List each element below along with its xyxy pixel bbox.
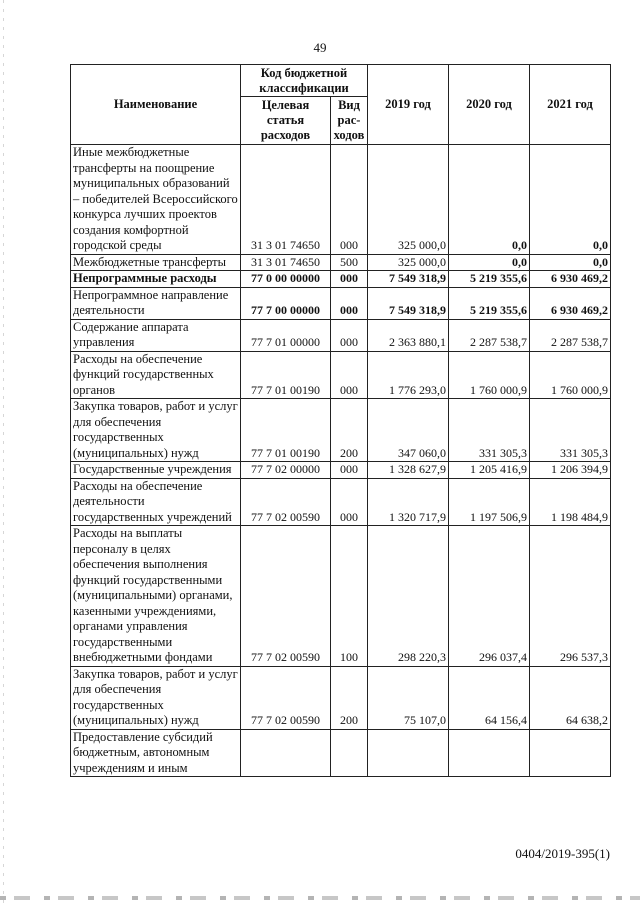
row-value-2020: 1 205 416,9 xyxy=(449,462,530,479)
row-expense-kind: 200 xyxy=(331,666,368,729)
row-target-article: 77 7 01 00190 xyxy=(241,399,331,462)
table-row xyxy=(71,287,611,319)
row-value-2019: 7 549 318,9 xyxy=(368,271,449,288)
table-row xyxy=(71,254,611,271)
row-value-2020: 5 219 355,6 xyxy=(449,287,530,319)
budget-table xyxy=(70,64,611,777)
row-name: Иные межбюджетные трансферты на поощрение муниципальных образований – победителей Всероссийского конкурса лучших проектов создания комфортной городской среды xyxy=(71,145,241,255)
row-target-article: 77 7 02 00000 xyxy=(241,462,331,479)
row-expense-kind xyxy=(331,729,368,777)
row-name: Непрограммное направление деятельности xyxy=(71,287,241,319)
row-name: Межбюджетные трансферты xyxy=(71,254,241,271)
row-value-2019: 347 060,0 xyxy=(368,399,449,462)
row-name: Закупка товаров, работ и услуг для обеспечения государственных (муниципальных) нужд xyxy=(71,399,241,462)
row-value-2021: 296 537,3 xyxy=(530,526,611,667)
table-row xyxy=(71,351,611,399)
row-value-2021: 1 198 484,9 xyxy=(530,478,611,526)
row-value-2020: 1 760 000,9 xyxy=(449,351,530,399)
row-expense-kind: 500 xyxy=(331,254,368,271)
table-row xyxy=(71,145,611,255)
row-expense-kind: 000 xyxy=(331,478,368,526)
row-target-article: 77 7 01 00000 xyxy=(241,319,331,351)
row-value-2021: 64 638,2 xyxy=(530,666,611,729)
table-row xyxy=(71,399,611,462)
row-value-2021: 2 287 538,7 xyxy=(530,319,611,351)
header-year-2021: 2021 год xyxy=(530,65,611,145)
row-target-article: 77 7 02 00590 xyxy=(241,478,331,526)
row-value-2021 xyxy=(530,729,611,777)
row-target-article: 31 3 01 74650 xyxy=(241,145,331,255)
row-value-2019: 2 363 880,1 xyxy=(368,319,449,351)
row-name: Содержание аппарата управления xyxy=(71,319,241,351)
row-value-2019: 325 000,0 xyxy=(368,145,449,255)
row-name: Расходы на обеспечение деятельности государственных учреждений xyxy=(71,478,241,526)
row-target-article: 77 0 00 00000 xyxy=(241,271,331,288)
row-target-article: 77 7 01 00190 xyxy=(241,351,331,399)
row-expense-kind: 000 xyxy=(331,319,368,351)
row-expense-kind: 000 xyxy=(331,271,368,288)
row-expense-kind: 000 xyxy=(331,287,368,319)
scan-edge-marks xyxy=(3,0,4,905)
row-target-article: 31 3 01 74650 xyxy=(241,254,331,271)
row-expense-kind: 000 xyxy=(331,145,368,255)
row-target-article: 77 7 02 00590 xyxy=(241,526,331,667)
row-name: Предоставление субсидий бюджетным, автономным учреждениям и иным xyxy=(71,729,241,777)
row-value-2020: 0,0 xyxy=(449,254,530,271)
row-value-2019: 1 320 717,9 xyxy=(368,478,449,526)
row-value-2020: 2 287 538,7 xyxy=(449,319,530,351)
header-year-2019: 2019 год xyxy=(368,65,449,145)
row-name: Закупка товаров, работ и услуг для обеспечения государственных (муниципальных) нужд xyxy=(71,666,241,729)
row-value-2020 xyxy=(449,729,530,777)
row-value-2019: 325 000,0 xyxy=(368,254,449,271)
table-row xyxy=(71,271,611,288)
header-target-article: Целевая статья расходов xyxy=(241,97,331,145)
table-row xyxy=(71,319,611,351)
row-value-2019: 1 328 627,9 xyxy=(368,462,449,479)
row-value-2020: 64 156,4 xyxy=(449,666,530,729)
row-name: Расходы на выплаты персоналу в целях обеспечения выполнения функций государственными (муниципальными) органами, казенными учреждениями, органами управления государственными внебюджетными фондами xyxy=(71,526,241,667)
header-code-group: Код бюджетной классификации xyxy=(241,65,368,97)
table-row xyxy=(71,729,611,777)
header-expense-kind: Вид рас-ходов xyxy=(331,97,368,145)
row-value-2020: 331 305,3 xyxy=(449,399,530,462)
row-name: Непрограммные расходы xyxy=(71,271,241,288)
row-value-2020: 0,0 xyxy=(449,145,530,255)
row-target-article: 77 7 02 00590 xyxy=(241,666,331,729)
row-value-2021: 0,0 xyxy=(530,145,611,255)
row-target-article xyxy=(241,729,331,777)
header-year-2020: 2020 год xyxy=(449,65,530,145)
row-name: Расходы на обеспечение функций государственных органов xyxy=(71,351,241,399)
row-expense-kind: 100 xyxy=(331,526,368,667)
row-value-2020: 296 037,4 xyxy=(449,526,530,667)
row-value-2021: 1 206 394,9 xyxy=(530,462,611,479)
row-value-2021: 6 930 469,2 xyxy=(530,287,611,319)
row-expense-kind: 000 xyxy=(331,351,368,399)
row-value-2020: 5 219 355,6 xyxy=(449,271,530,288)
row-value-2021: 1 760 000,9 xyxy=(530,351,611,399)
row-value-2019: 1 776 293,0 xyxy=(368,351,449,399)
row-value-2021: 331 305,3 xyxy=(530,399,611,462)
scan-bottom-strip xyxy=(0,896,640,900)
row-expense-kind: 200 xyxy=(331,399,368,462)
row-name: Государственные учреждения xyxy=(71,462,241,479)
page-number: 49 xyxy=(313,40,327,55)
table-row xyxy=(71,462,611,479)
document-code: 0404/2019-395(1) xyxy=(515,846,610,861)
row-expense-kind: 000 xyxy=(331,462,368,479)
row-value-2019: 75 107,0 xyxy=(368,666,449,729)
table-row xyxy=(71,666,611,729)
row-value-2020: 1 197 506,9 xyxy=(449,478,530,526)
row-value-2019: 7 549 318,9 xyxy=(368,287,449,319)
row-value-2021: 6 930 469,2 xyxy=(530,271,611,288)
table-row xyxy=(71,526,611,667)
row-value-2019: 298 220,3 xyxy=(368,526,449,667)
row-value-2019 xyxy=(368,729,449,777)
table-row xyxy=(71,478,611,526)
row-target-article: 77 7 00 00000 xyxy=(241,287,331,319)
row-value-2021: 0,0 xyxy=(530,254,611,271)
header-name: Наименование xyxy=(71,65,241,145)
